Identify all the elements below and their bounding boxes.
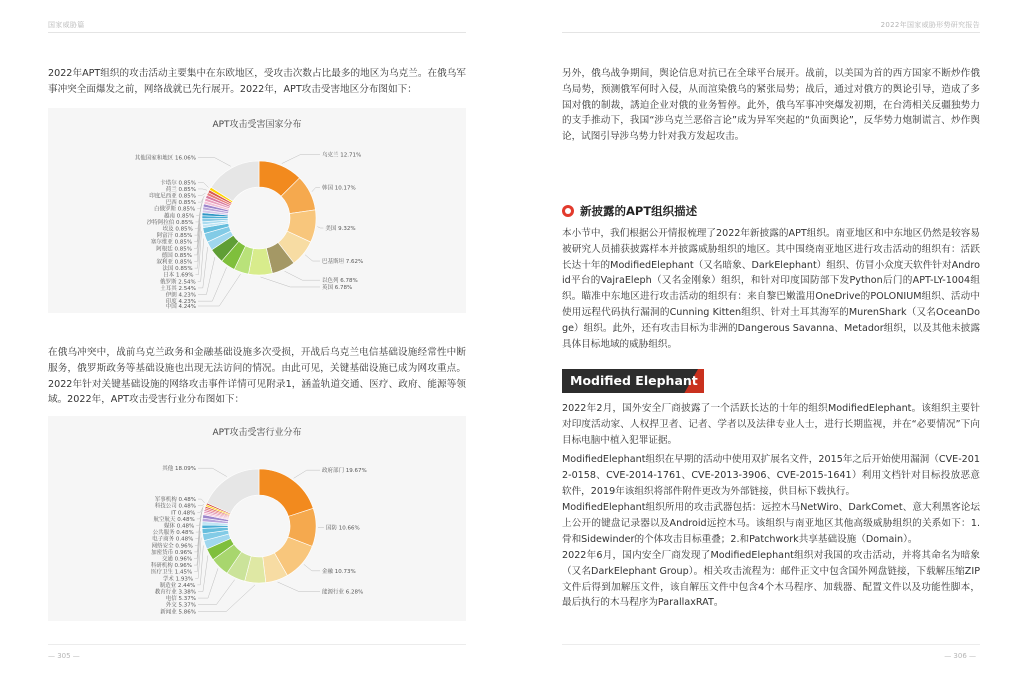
slice-label-1-12: 交通 0.96% — [161, 556, 193, 563]
slice-label-1-18: 航空航天 0.48% — [153, 516, 195, 523]
leader-line-0-25 — [198, 182, 208, 187]
slice-label-0-15: 阿根廷 0.85% — [156, 246, 193, 253]
slice-label-0-5: 英国 6.78% — [322, 284, 353, 291]
right-opinion-paragraph: 另外，俄乌战争期间，舆论信息对抗已在全球平台展开。战前，以美国为首的西方国家不断炒作俄乌局势，预测俄军何时入侵，从而渲染俄乌的紧张局势；战后，通过对俄方的舆论引导，造成了多国对俄的制裁，誘迫企业对俄的业务暂停。此外，俄乌军事冲突爆发初期，在台湾相关反疆独势力的支手推动下，我国“涉乌克兰恶俗言论”成为异军突起的“负面舆论”，反华势力炮制谎言、炒作舆论，试图引导涉乌势力针对我方发起攻击。 — [562, 68, 980, 143]
slice-label-0-25: 卡塔尔 0.85% — [160, 180, 196, 187]
slice-label-1-14: 网络安全 0.96% — [151, 543, 193, 550]
slice-label-1-10: 医疗卫生 1.45% — [151, 569, 193, 576]
slice-label-0-21: 白俄罗斯 0.85% — [153, 206, 196, 213]
leader-line-1-20 — [198, 505, 204, 506]
slice-label-1-0: 政府部门 19.67% — [322, 468, 367, 475]
slice-label-1-3: 能源行业 6.28% — [322, 589, 364, 596]
slice-label-1-1: 国防 10.66% — [325, 525, 360, 532]
slice-label-0-10: 俄罗斯 2.54% — [159, 279, 196, 286]
leader-line-0-3 — [305, 255, 320, 261]
slice-label-0-20: 越南 0.85% — [164, 213, 195, 220]
slice-label-1-11: 科研机构 0.96% — [150, 563, 193, 570]
country-donut-svg — [48, 108, 466, 313]
slice-label-0-3: 巴基斯坦 7.62% — [322, 259, 364, 266]
slice-label-0-1: 韩国 10.17% — [322, 185, 356, 192]
target-icon — [562, 205, 574, 217]
right-footer-rule — [562, 644, 980, 645]
slice-label-0-4: 以色列 6.78% — [322, 278, 358, 285]
slice-label-1-16: 公共服务 0.48% — [152, 530, 194, 537]
slice-label-0-14: 德国 0.85% — [161, 252, 193, 259]
slice-label-0-0: 乌克兰 12.71% — [322, 152, 362, 159]
slice-label-0-18: 埃及 0.85% — [162, 226, 193, 233]
leader-line-0-5 — [261, 277, 320, 287]
slice-label-1-22: 其他 18.09% — [162, 466, 196, 473]
leader-line-1-21 — [198, 499, 205, 503]
modified-elephant-paragraph-4: 2022年6月，国内安全厂商发现了ModifiedElephant组织对我国的攻击活动，并将其命名为暗象（又名DarkElephant Group）。相关攻击流程为：邮件正文中包含国外网盘链接，下载解压缩ZIP文件后得到加解压文件，该自解压文件中包含4个木马程序、加载器、配置文件以及功能性脚本，最后执行的木马程序为ParallaxRAT。 — [562, 550, 980, 609]
industry-donut-svg — [48, 416, 466, 621]
section-title: 新披露的APT组织描述 — [580, 204, 698, 218]
slice-label-1-5: 外交 5.37% — [165, 602, 196, 609]
modified-elephant-tag — [562, 369, 704, 393]
slice-label-1-15: 电子商务 0.48% — [152, 536, 194, 543]
slice-label-1-8: 制造业 2.44% — [159, 582, 196, 589]
leader-line-0-7 — [198, 267, 227, 301]
slice-label-1-13: 加密货币 0.96% — [151, 549, 193, 556]
leader-line-0-26 — [198, 157, 231, 166]
leader-line-0-24 — [198, 189, 207, 190]
slice-label-1-7: 教育行业 3.38% — [154, 589, 196, 596]
slice-label-0-12: 法国 0.85% — [162, 266, 193, 273]
slice-label-1-6: 电信 5.37% — [165, 596, 196, 603]
left-footer-rule — [48, 644, 466, 645]
left-page-number: — 305 — — [48, 652, 80, 660]
slice-1-0 — [259, 469, 313, 516]
leader-line-1-5 — [198, 580, 235, 605]
left-running-header: 国家威胁篇 — [48, 21, 85, 29]
section-intro-paragraph: 本小节中，我们根据公开情报梳理了2022年新披露的APT组织。南亚地区和中东地区仍然是较容易被研究人员捕获披露样本并披露威胁组织的地区。其中围绕南亚地区进行攻击活动的组织有：活跃长达十年的ModifiedElephant（又名暗象、DarkElephant）组织、仿冒小众度天软件针对Android平台的VajraEleph（又名金刚象）组织，和针对印度国防部下发Python后门的APT-LY-1004组织。瞄准中东地区进行攻击活动的组织有：来自黎巴嫩滥用OneDrive的POLONIUM组织、活动中使用远程代码执行漏洞的Cunning Kitten组织、针对土耳其海军的MurenShark（又名OceanDoge）组织。此外，还有攻击目标为非洲的Dangerous Savanna、Metador组织，以及其他未披露具体目标地域的威胁组织。 — [562, 228, 980, 350]
slice-label-0-8: 伊朗 4.23% — [165, 292, 196, 299]
leader-line-1-0 — [294, 470, 320, 478]
slice-label-0-19: 沙特阿拉伯 0.85% — [146, 219, 194, 226]
slice-label-1-2: 金融 10.73% — [322, 568, 356, 575]
slice-label-0-17: 阿富汗 0.85% — [156, 233, 193, 240]
slice-label-0-2: 美国 9.32% — [325, 226, 356, 233]
slice-label-0-16: 塞尔维亚 0.85% — [150, 239, 193, 246]
slice-label-0-13: 叙利亚 0.85% — [156, 259, 193, 266]
slice-label-1-20: 科技公司 0.48% — [154, 503, 196, 510]
right-header-rule — [562, 32, 980, 33]
slice-label-0-7: 印度 4.23% — [165, 299, 196, 306]
leader-line-1-2 — [304, 564, 320, 571]
leader-line-1-14 — [195, 516, 201, 545]
leader-line-0-0 — [282, 154, 320, 163]
left-infrastructure-paragraph: 在俄乌冲突中，战前乌克兰政务和金融基础设施多次受损，开战后乌克兰电信基础设施经常性中断服务，俄罗斯政务等基础设施也出现无法访问的情况。由此可见，关键基础设施已成为网攻重点。2022年针对关键基础设施的网络攻击事件详情可见附录1，涵盖轨道交通、医疗、政府、能源等领域。2022年，APT攻击受害行业分布图如下： — [48, 347, 466, 406]
leader-line-0-2 — [317, 227, 323, 228]
country-distribution-chart — [48, 108, 466, 313]
slice-label-0-9: 土耳其 2.54% — [160, 285, 196, 292]
slice-label-0-24: 荷兰 0.85% — [165, 186, 196, 193]
slice-label-1-17: 媒体 0.48% — [164, 523, 195, 530]
modified-elephant-paragraph-2: ModifiedElephant组织在早期的活动中使用双扩展名文件，2015年之后开始使用漏洞（CVE-2012-0158、CVE-2014-1761、CVE-2013-3906、CVE-2015-1641）利用文档针对目标投放恶意软件，2019年该组织将部件附件更改为外部链接，供目标下载执行。 — [562, 454, 980, 497]
industry-distribution-chart — [48, 416, 466, 621]
slice-label-0-26: 其他国家和地区 16.06% — [134, 155, 196, 162]
leader-line-1-22 — [198, 468, 227, 476]
leader-line-1-3 — [278, 582, 320, 591]
slice-label-1-4: 新闻业 5.86% — [160, 609, 196, 616]
leader-line-0-8 — [198, 257, 215, 294]
slice-label-0-11: 日本 1.69% — [163, 272, 194, 279]
slice-label-0-22: 巴西 0.85% — [165, 200, 196, 207]
slice-label-0-23: 印度尼西亚 0.85% — [149, 193, 196, 200]
modified-elephant-paragraph-3: ModifiedElephant组织所用的攻击武器包括：远控木马NetWiro、DarkComet、意大利黑客论坛上公开的键盘记录器以及Android远控木马。该组织与南亚地区其他高级威胁组织的关系如下：1.骨和Sidewinder的个体攻击目标重叠；2.和Patchwork共享基础设施（Domain）。 — [562, 502, 980, 545]
country-chart-title: APT攻击受害国家分布 — [212, 120, 302, 130]
leader-line-0-23 — [198, 193, 206, 196]
slice-label-0-6: 中国 4.24% — [165, 304, 196, 310]
leader-line-0-1 — [312, 187, 320, 191]
tag-label: Modified Elephant — [570, 373, 698, 388]
slice-label-1-19: IT 0.48% — [171, 510, 196, 517]
left-intro-paragraph: 2022年APT组织的攻击活动主要集中在东欧地区，受攻击次数占比最多的地区为乌克兰。在俄乌军事冲突全面爆发之前，网络战就已先行展开。2022年，APT攻击受害地区分布图如下： — [48, 68, 466, 95]
industry-chart-title: APT攻击受害行业分布 — [212, 428, 302, 438]
slice-label-1-21: 军事机构 0.48% — [154, 497, 196, 504]
modified-elephant-paragraph-1: 2022年2月，国外安全厂商披露了一个活跃长达的十年的组织ModifiedElephant。该组织主要针对印度活动家、人权捍卫者、记者、学者以及法律专业人士，进行长期监视，并在“必要情况”下向目标电脑中植入犯罪证据。 — [562, 403, 980, 446]
slice-label-1-9: 学术 1.93% — [162, 576, 194, 583]
right-page-number: — 306 — — [944, 652, 976, 660]
right-running-header: 2022年国家威胁形势研究报告 — [880, 21, 980, 29]
left-header-rule — [48, 32, 466, 33]
leader-line-0-4 — [285, 271, 320, 280]
